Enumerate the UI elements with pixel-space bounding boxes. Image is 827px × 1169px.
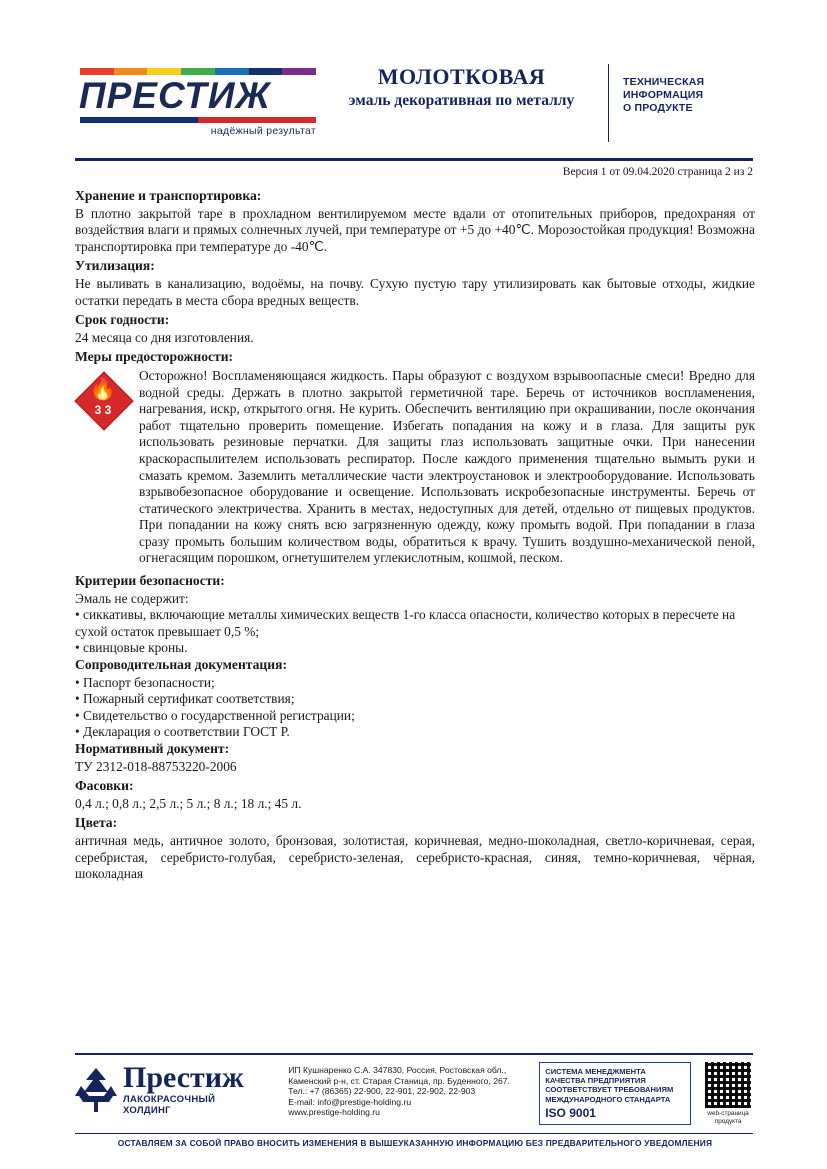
brand-tagline: надёжный результат (210, 125, 316, 137)
header-divider (608, 64, 609, 142)
section-title-colors: Цвета: (75, 815, 118, 831)
hazard-code: 3 3 (94, 402, 112, 417)
footer-brand-sub2: ХОЛДИНГ (123, 1105, 171, 1116)
list-item: • сиккативы, включающие металлы химических веществ 1-го класса опасности, количество которых в пересчете на сухой остаток превышает 0,5 %; (75, 607, 736, 639)
section-text-packaging: 0,4 л.; 0,8 л.; 2,5 л.; 5 л.; 8 л.; 18 л.; 45 л. (75, 795, 302, 811)
qr-code-icon[interactable] (705, 1062, 751, 1108)
iso-line-4: МЕЖДУНАРОДНОГО СТАНДАРТА (545, 1094, 671, 1104)
footer-brand-sub1: ЛАКОКРАСОЧНЫЙ (123, 1094, 216, 1105)
address-line-2: Каменский р-н, ст. Старая Станица, пр. Буденного, 267. (288, 1075, 510, 1086)
qr-code-caption: web-страница продукта (707, 1110, 749, 1125)
section-title-shelf-life: Срок годности: (75, 312, 170, 328)
brand-logo-word: ПРЕСТИЖ (79, 75, 271, 116)
footer-brand-logo (75, 1062, 288, 1116)
disclaimer-rule (75, 1133, 753, 1134)
brand-logo (75, 62, 325, 137)
flame-icon: 🔥 3 3 (75, 372, 131, 428)
document-footer (75, 1062, 755, 1132)
documents-list (75, 675, 755, 741)
document-kind-line1: ТЕХНИЧЕСКАЯ (623, 76, 705, 88)
precautions-block (75, 368, 755, 567)
footer-address (288, 1062, 533, 1118)
list-item: • Декларация о соответствии ГОСТ Р. (75, 724, 290, 740)
iso-line-1: СИСТЕМА МЕНЕДЖМЕНТА (545, 1067, 646, 1076)
section-text-disposal: Не выливать в канализацию, водоёмы, на почву. Сухую пустую тару утилизировать как бытовые отходы, жидкие остатки передать в места сбора вредных веществ. (75, 275, 755, 308)
list-item: • Свидетельство о государственной регистрации; (75, 707, 355, 723)
section-text-safety-intro: Эмаль не содержит: (75, 590, 189, 606)
footer-rule (75, 1053, 753, 1055)
version-line: Версия 1 от 09.04.2020 страница 2 из 2 (562, 166, 753, 178)
section-title-storage: Хранение и транспортировка: (75, 188, 262, 203)
document-kind-line2: ИНФОРМАЦИЯ (623, 89, 704, 101)
list-item: • Пожарный сертификат соответствия; (75, 691, 295, 707)
section-title-documents: Сопроводительная документация: (75, 657, 287, 673)
header-rule (75, 158, 753, 161)
document-header (75, 62, 753, 148)
section-text-standard: ТУ 2312-018-88753220-2006 (75, 758, 237, 774)
section-title-packaging: Фасовки: (75, 778, 134, 794)
qr-code-block[interactable] (701, 1062, 755, 1125)
logo-underbar-icon (80, 117, 316, 123)
section-text-storage: В плотно закрытой таре в прохладном вентилируемом месте вдали от отопительных приборов, предохраняя от воздействия влаги и прямых солнечных лучей, при температуре от +5 до +40℃. Морозостойкая продукция! Возможна транспортировка при температуре до -40℃. (75, 205, 755, 254)
iso-line-3: СООТВЕТСТВУЕТ ТРЕБОВАНИЯМ (545, 1085, 674, 1095)
address-line-3: Тел.: +7 (86365) 22-900, 22-901, 22-902, 22-903 (288, 1086, 476, 1097)
safety-list (75, 607, 755, 657)
section-text-shelf-life: 24 месяца со дня изготовления. (75, 329, 254, 345)
address-line-1: ИП Кушнаренко С.А. 347830, Россия, Ростовская обл., (288, 1065, 507, 1075)
iso-certificate-badge (539, 1062, 691, 1125)
section-text-colors: античная медь, античное золото, бронзовая, золотистая, коричневая, медно-шоколадная, светло-коричневая, серая, серебристая, серебристо-голубая, серебристо-зеленая, серебристо-красная, синяя, темно-коричневая, чёрная, шоколадная (75, 832, 755, 882)
footer-disclaimer: ОСТАВЛЯЕМ ЗА СОБОЙ ПРАВО ВНОСИТЬ ИЗМЕНЕНИЯ В ВЫШЕУКАЗАННУЮ ИНФОРМАЦИЮ БЕЗ ПРЕДВАРИТЕЛЬНОГО УВЕДОМЛЕНИЯ (117, 1138, 713, 1148)
document-kind-label (623, 62, 753, 115)
list-item: • свинцовые кроны. (75, 640, 188, 656)
product-subtitle: эмаль декоративная по металлу (348, 92, 575, 109)
section-title-precautions: Меры предосторожности: (75, 349, 234, 365)
section-title-disposal: Утилизация: (75, 258, 155, 274)
address-line-5[interactable]: www.prestige-holding.ru (288, 1107, 380, 1118)
tree-icon (75, 1066, 117, 1114)
iso-line-2: КАЧЕСТВА ПРЕДПРИЯТИЯ (545, 1076, 646, 1086)
footer-brand-word: Престиж (123, 1061, 244, 1094)
address-line-4[interactable]: E-mail: info@prestige-holding.ru (288, 1096, 412, 1107)
iso-standard-number: ISO 9001 (545, 1105, 596, 1120)
list-item: • Паспорт безопасности; (75, 674, 215, 690)
product-title-block (325, 62, 598, 111)
section-title-standard: Нормативный документ: (75, 741, 230, 756)
rainbow-bar-icon (80, 68, 316, 75)
document-kind-line3: О ПРОДУКТЕ (623, 102, 693, 114)
section-title-safety: Критерии безопасности: (75, 573, 225, 589)
section-text-precautions: Осторожно! Воспламеняющаяся жидкость. Пары образуют с воздухом взрывоопасные смеси! Вредно для водной среды. Держать в плотно закрытой герметичной таре. Беречь от источников воспламенения, нагревания, искр, открытого огня. Не курить. Обеспечить вентиляцию при окрашивании, после окончания работ тщательно проверить помещение. Избегать попадания на кожу и в глаза. Для защиты рук использовать резиновые перчатки. Для защиты глаз использовать защитные очки. При нанесении краскораспылителем использовать респиратор. После каждого применения тщательно вымыть руки и смазать кремом. Заземлить металлические части электроустановок и электрооборудование. Использовать взрывобезопасное оборудование и освещение. Использовать искробезопасные инструменты. Беречь от статического электричества. Хранить в местах, недоступных для детей, отдельно от пищевых продуктов. При попадании на кожу снять всю загрязненную одежду, кожу промыть водой. При попадании в глаза сразу промыть большим количеством воды, обратиться к врачу. Тушить воздушно-механической пеной, огнегасящим порошком, огнетушителем углекислотным, кошмой, песком. (139, 367, 755, 566)
document-body (75, 188, 755, 886)
product-title: МОЛОТКОВАЯ (377, 64, 546, 89)
